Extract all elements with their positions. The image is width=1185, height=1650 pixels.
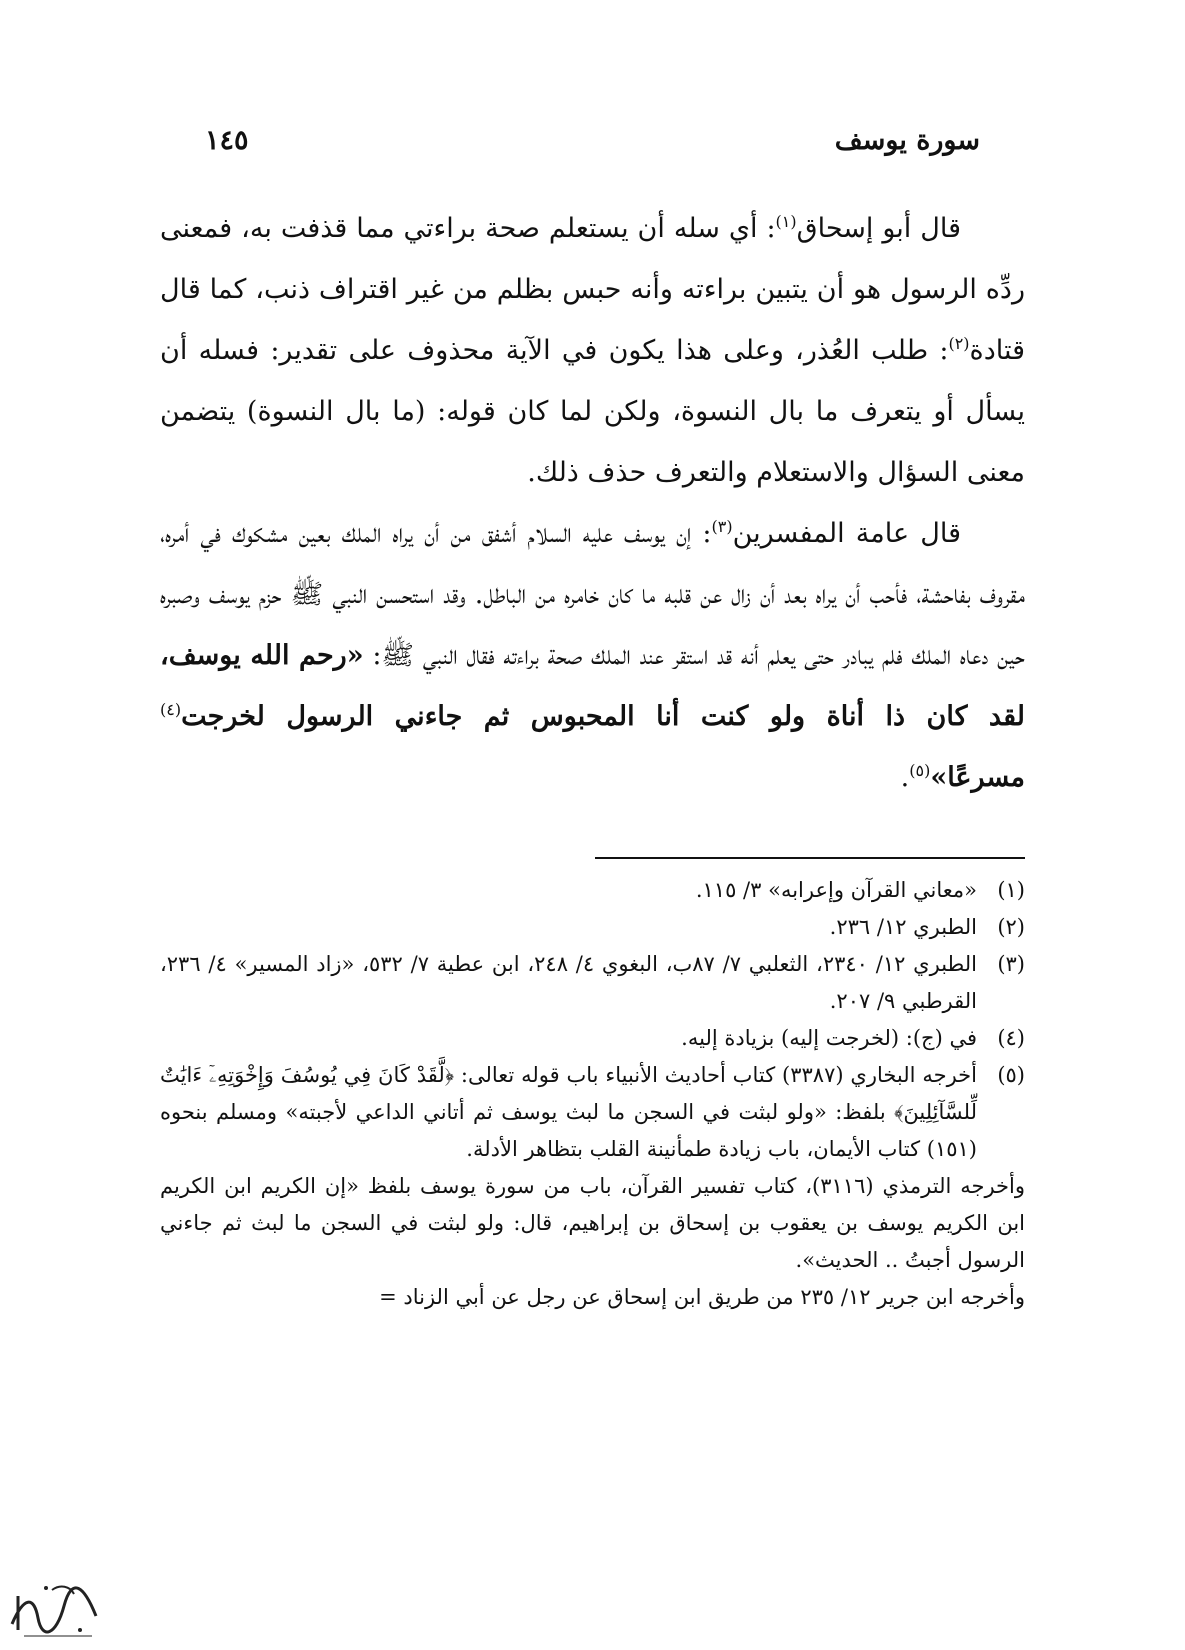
footnote-number: (١) <box>997 878 1025 902</box>
footnote-ref-4: (٤) <box>160 700 182 719</box>
footnotes <box>160 872 1025 1316</box>
footnote-number: (٢) <box>997 915 1025 939</box>
footnote-number: (٣) <box>997 952 1025 976</box>
footnote-number: (٥) <box>997 1063 1025 1087</box>
footnote-continuation-1: وأخرجه الترمذي (٣١١٦)، كتاب تفسير القرآن، باب من سورة يوسف بلفظ «إن الكريم ابن الكريم ابن الكريم يوسف بن يعقوب بن إسحاق بن إبراهيم، قال: ولو لبثت في السجن ما لبث ثم جاءني الرسول أجبتُ .. الحديث». <box>160 1174 1026 1272</box>
footnote-ref-2: (٢) <box>948 334 970 353</box>
footnote-ref-5: (٥) <box>909 761 931 780</box>
footnote-2 <box>160 909 1025 946</box>
hadith-quote-a: «رحم الله يوسف، لقد كان ذا أناة ولو كنت أنا المحبوس ثم جاءني الرسول لخرجت <box>160 640 1025 732</box>
footnote-text: الطبري ١٢/ ٢٣٤٠، الثعلبي ٧/ ٨٧ب، البغوي ٤/ ٢٤٨، ابن عطية ٧/ ٥٣٢، «زاد المسير» ٤/ ٢٣٦، القرطبي ٩/ ٢٠٧. <box>160 952 977 1013</box>
footnote-number: (٤) <box>997 1026 1025 1050</box>
p2-text-a: قال عامة المفسرين <box>732 518 961 549</box>
main-text <box>160 198 1025 808</box>
hadith-quote-b: مسرعًا» <box>930 762 1025 793</box>
paragraph-2 <box>160 503 1025 808</box>
footnote-1 <box>160 872 1025 909</box>
p1-text-b: : أي سله أن يستعلم صحة براءتي مما قذفت به، فمعنى ردِّه الرسول هو أن يتبين براءته وأنه حبس بظلم من غير اقتراف ذنب، كما قال قتادة <box>160 213 1025 366</box>
surah-title: سورة يوسف <box>834 124 980 156</box>
footnote-text: أخرجه البخاري (٣٣٨٧) كتاب أحاديث الأنبياء باب قوله تعالى: ﴿لَّقَدْ كَانَ فِي يُوسُفَ وَإِخْوَتِهِۦٓ ءَايَٰتٌ لِّلسَّآئِلِينَ﴾ بلفظ: «ولو لبثت في السجن ما لبث يوسف ثم أتاني الداعي لأجبته» ومسلم بنحوه (١٥١) كتاب الأيمان، باب زيادة طمأنينة القلب بتظاهر الأدلة. <box>160 1063 977 1161</box>
page-header <box>205 118 980 162</box>
footnote-text: في (ج): (لخرجت إليه) بزيادة إليه. <box>681 1026 977 1050</box>
publisher-logo-icon <box>4 1566 104 1646</box>
p2-text-b: : إن يوسف عليه السلام أشفق من أن يراه الملك بعين مشكوك في أمره، مقروف بفاحشة، فأحب أن يراه بعد أن زال عن قلبه ما كان خامره من الباطل. وقد استحسن النبي ﷺ حزم يوسف وصبره حين دعاه الملك فلم يبادر حتى يعلم أنه قد استقر عند الملك صحة براءته فقال النبي ﷺ: <box>160 518 1025 671</box>
paragraph-1 <box>160 198 1025 503</box>
footnote-ref-3: (٣) <box>711 517 733 536</box>
p1-text-a: قال أبو إسحاق <box>796 213 962 244</box>
footnote-4 <box>160 1020 1025 1057</box>
footnote-continuation-2: وأخرجه ابن جرير ١٢/ ٢٣٥ من طريق ابن إسحاق عن رجل عن أبي الزناد = <box>379 1285 1025 1309</box>
footnote-3 <box>160 946 1025 1020</box>
page-number: ١٤٥ <box>205 124 249 156</box>
footnote-text: «معاني القرآن وإعرابه» ٣/ ١١٥. <box>695 878 977 902</box>
footnote-text: الطبري ١٢/ ٢٣٦. <box>829 915 977 939</box>
footnote-ref-1: (١) <box>775 212 797 231</box>
p2-end: . <box>900 762 910 793</box>
footnote-separator <box>595 857 1025 859</box>
p1-text-c: : طلب العُذر، وعلى هذا يكون في الآية محذوف على تقدير: فسله أن يسأل أو يتعرف ما بال النسوة، ولكن لما كان قوله: (ما بال النسوة) يتضمن معنى السؤال والاستعلام والتعرف حذف ذلك. <box>160 335 1025 488</box>
footnote-5 <box>160 1057 1025 1168</box>
